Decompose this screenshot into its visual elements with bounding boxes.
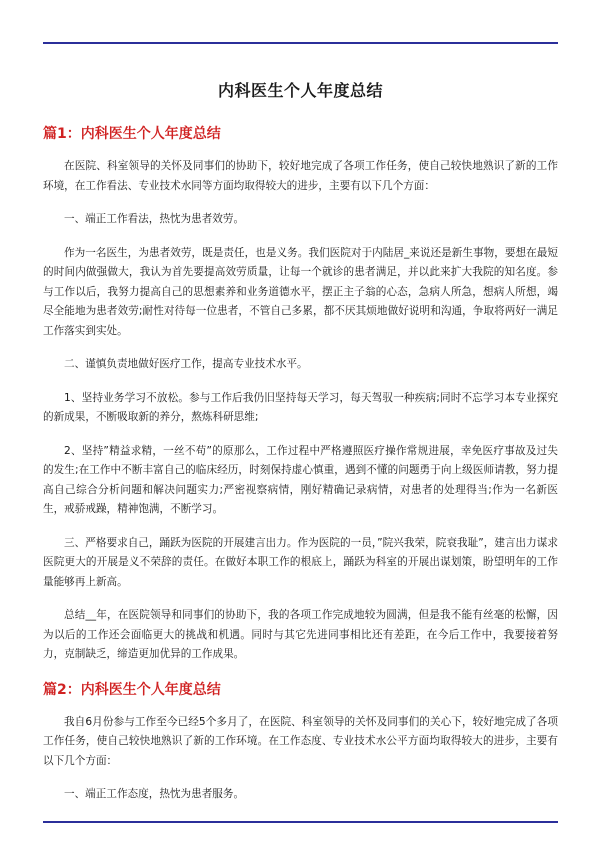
paragraph: 我自6月份参与工作至今已经5个多月了，在医院、科室领导的关怀及同事们的关心下，较好地完成了各项工作任务，使自己较快地熟识了新的工作环境。在工作态度、专业技术水公平方面均取得较大的进步，主要有以下几个方面： [43, 715, 558, 767]
paragraph: 总结__年，在医院领导和同事们的协助下，我的各项工作完成地较为圆满，但是我不能有丝毫的松懈，因为以后的工作还会面临更大的挑战和机遇。同时与其它先进同事相比还有差距，在今后工作中，我要接着努力，克制缺乏，缔造更加优异的工作成果。 [43, 609, 558, 660]
document-page [43, 60, 558, 819]
bottom-rule [43, 821, 558, 823]
section-1-heading: 篇1：内科医生个人年度总结 [43, 126, 221, 142]
paragraph: 一、端正工作态度，热忱为患者服务。 [64, 788, 245, 800]
paragraph: 1、坚持业务学习不放松。参与工作后我仍旧坚持每天学习，每天驾驭一种疾病;同时不忘学习本专业探究的新成果，不断吸取新的养分，熬炼科研思维; [43, 391, 558, 423]
section-2-heading: 篇2：内科医生个人年度总结 [43, 681, 221, 698]
paragraph: 二、谨慎负责地做好医疗工作，提高专业技术水平。 [64, 358, 308, 370]
paragraph: 2、坚持”精益求精，一丝不苟”的原那么，工作过程中严格遵照医疗操作常规进展，幸免医疗事故及过失的发生;在工作中不断丰富自己的临床经历，时刻保持虚心慎重，遇到不懂的问题勇于向上级医师请教，努力提高自己综合分析问题和解决问题实力;严密视察病情，刚好精确记录病情，对患者的处理得当;作为一名新医生，戒骄戒躁，精神饱满，不断学习。 [43, 444, 558, 515]
section-1 [43, 123, 558, 665]
document-title: 内科医生个人年度总结 [217, 81, 383, 100]
paragraph: 在医院、科室领导的关怀及同事们的协助下，较好地完成了各项工作任务，使自己较快地熟识了新的工作环境，在工作看法、专业技术水同等方面均取得较大的进步，主要有以下几个方面： [43, 160, 558, 192]
top-rule [43, 42, 558, 44]
paragraph: 三、严格要求自己，踊跃为医院的开展建言出力。作为医院的一员，”院兴我荣，院衰我耻”，建言出力谋求医院更大的开展是义不荣辞的责任。在做好本职工作的根底上，踊跃为科室的开展出谋划策，盼望明年的工作量能够再上新高。 [43, 536, 558, 588]
paragraph: 作为一名医生，为患者效劳，既是责任，也是义务。我们医院对于内陆居_来说还是新生事物，要想在最短的时间内做强做大，我认为首先要提高效劳质量，让每一个就诊的患者满足，并以此来扩大我院的知名度。参与工作以后，我努力提高自己的思想素养和业务道德水平，摆正主子翁的心态，急病人所急，想病人所想，竭尽全能地为患者效劳;耐性对待每一位患者，不管自己多累，都不厌其烦地做好说明和沟通，争取将两好一满足工作落实到实处。 [43, 246, 558, 337]
section-2 [43, 679, 558, 805]
paragraph: 一、端正工作看法，热忱为患者效劳。 [64, 213, 245, 225]
